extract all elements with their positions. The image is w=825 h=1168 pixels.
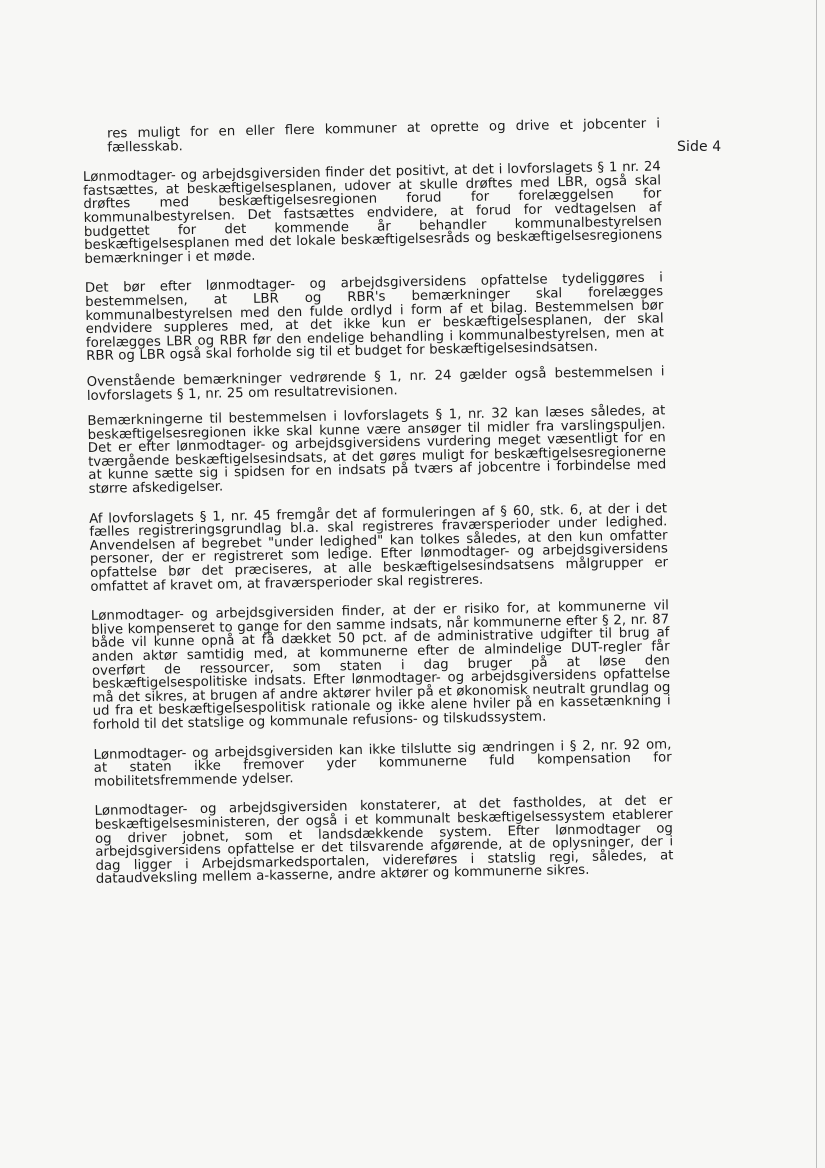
paragraph: Ovenstående bemærkninger vedrørende § 1, nr. 24 gælder også bestemmelsen i lovforslagets § 1, nr. 25 om resultatrevisionen.	[86, 364, 665, 404]
paragraph: Af lovforslagets § 1, nr. 45 fremgår det af formuleringen af § 60, stk. 6, at der i det fælles registreringsgrundlag bl.a. skal registreres fraværsperioder under ledighed. Anvendelsen af begrebet "under ledighed" kan tolkes således, at den kun omfatter personer, der er registreret som ledige. Efter lønmodtager- og arbejdsgiversidens opfattelse bør det præciseres, at alle beskæftigelsesindsatsens målgrupper er omfattet af kravet om, at fraværsperioder skal registreres.	[89, 501, 669, 595]
paragraph: Bemærkningerne til bestemmelsen i lovforslagets § 1, nr. 32 kan læses således, at beskæftigelsesregionen ikke skal kunne være ansøger til midler fra varslingspuljen. Det er efter lønmodtager- og arbejdsgiversidens vurdering meget væsentligt for en tværgående beskæftigelsesindsats, at det gøres muligt for beskæftigelsesregionerne at kunne sætte sig i spidsen for en indsats på tværs af jobcentre i forbindelse med større afskedigelser.	[87, 403, 667, 498]
paragraph: Lønmodtager- og arbejdsgiversiden finder, at der er risiko for, at kommunerne vil blive kompenseret to gange for den samme indsats, når kommunerne efter § 2, nr. 87 både vil kunne opnå at få dækket 50 pct. af de administrative udgifter til brug af anden aktør samtidig med, at kommunerne efter de almindelige DUT-regler får overført de ressourcer, som staten i dag bruger på at løse den beskæftigelsespolitiske indsats. Efter lønmodtager- og arbejdsgiversidens opfattelse må det sikres, at brugen af andre aktører hviler på et økonomisk neutralt grundlag og ud fra et beskæftigelsespolitisk rationale og ikke alene hviler på en kassetænkning i forhold til det statslige og kommunale refusions- og tilskudssystem.	[90, 598, 671, 733]
page-edge-line	[816, 0, 817, 1168]
paragraph: Lønmodtager- og arbejdsgiversiden konstaterer, at det fastholdes, at det er beskæftigelsesministeren, der også i et kommunalt beskæftigelsessystem etablerer og driver jobnet, som et landsdækkende system. Efter lønmodtager og arbejdsgiversidens opfattelse er det tilsvarende afgørende, at de oplysninger, der i dag ligger i Arbejdsmarkedsportalen, videreføres i statslig regi, således, at dataudveksling mellem a-kasserne, andre aktører og kommunerne sikres.	[94, 793, 674, 888]
document-body	[82, 117, 674, 898]
paragraph: Lønmodtager- og arbejdsgiversiden finder det positivt, at det i lovforslagets § 1 nr. 24 fastsættes, at beskæftigelsesplanen, udover at skulle drøftes med LBR, også skal drøftes med beskæftigelsesregionen forud for forelæggelsen for kommunalbestyrelsen. Det fastsættes endvidere, at forud for vedtagelsen af budgettet for det kommende år behandler kommunalbestyrelsen beskæftigelsesplanen med det lokale beskæftigelsesråds og beskæftigelsesregionens bemærkninger i et møde.	[82, 159, 663, 267]
paragraph: res muligt for en eller flere kommuner at oprette og drive et jobcenter i fællesskab.	[106, 116, 661, 156]
paragraph: Det bør efter lønmodtager- og arbejdsgiversidens opfattelse tydeliggøres i bestemmelsen, at LBR og RBR's bemærkninger skal forelægges kommunalbestyrelsen med den fulde ordlyd i form af et bilag. Bestemmelsen bør endvidere suppleres med, at det ikke kun er beskæftigelsesplanen, der skal forelægges LBR og RBR før den endelige behandling i kommunalbestyrelsen, men at RBR og LBR også skal forholde sig til et budget for beskæftigelsesindsatsen.	[84, 270, 664, 365]
paragraph: Lønmodtager- og arbejdsgiversiden kan ikke tilslutte sig ændringen i § 2, nr. 92 om, at staten ikke fremover yder kommunerne fuld kompensation for mobilitetsfremmende ydelser.	[93, 736, 672, 790]
page-number: Side 4	[677, 139, 722, 155]
